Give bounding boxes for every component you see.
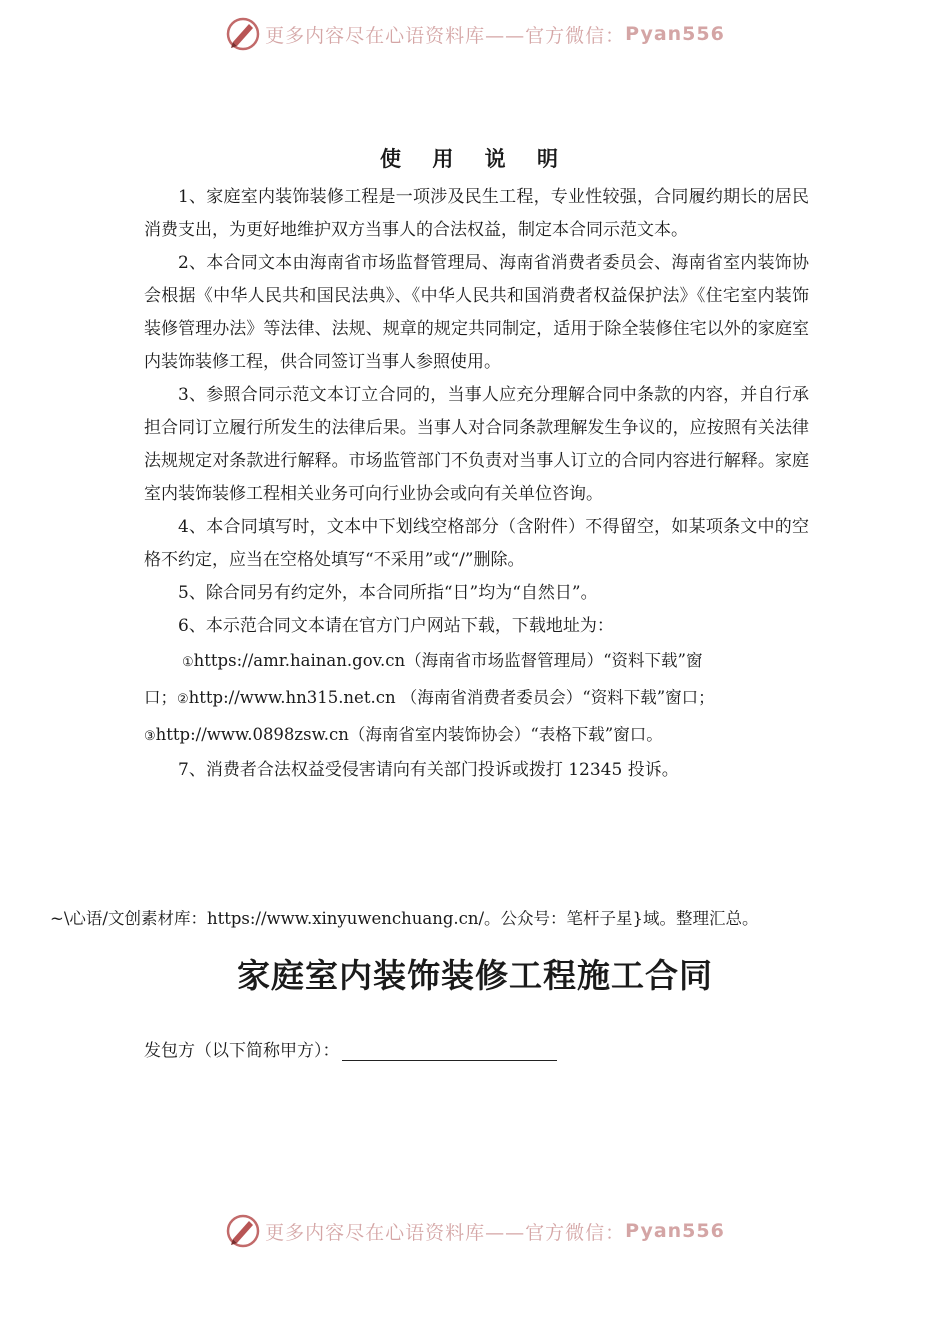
download-link-hn315-text[interactable]: http://www.hn315.net.cn （海南省消费者委员会）“资料下载”窗口； [188,688,715,707]
party-a-label: 发包方（以下简称甲方）： [144,1041,340,1061]
instruction-item: 5、除合同另有约定外，本合同所指“日”均为“自然日”。 [178,583,598,603]
banner-wechat-id: Pyan556 [625,23,725,45]
download-link-amr-text[interactable]: https://amr.hainan.gov.cn（海南省市场监督管理局）“资料下载”窗 [193,651,703,670]
footer-banner [0,1211,950,1251]
download-link-hn315 [144,680,809,717]
banner-text: 更多内容尽在心语资料库——官方微信： [265,1221,626,1244]
instruction-item: 2、本合同文本由海南省市场监督管理局、海南省消费者委员会、海南省室内装饰协会根据《中华人民共和国民法典》、《中华人民共和国消费者权益保护法》《住宅室内装饰装修管理办法》等法律、法规、规章的规定共同制定，适用于除全装修住宅以外的家庭室内装饰装修工程，供合同签订当事人参照使用。 [144,253,809,372]
circled-number-1: ① [182,655,194,670]
pen-logo-icon [225,16,261,52]
instruction-item: 1、家庭室内装饰装修工程是一项涉及民生工程，专业性较强，合同履约期长的居民消费支出，为更好地维护双方当事人的合法权益，制定本合同示范文本。 [144,187,809,240]
download-link-prefix: 口； [144,688,177,707]
instruction-item: 4、本合同填写时，文本中下划线空格部分（含附件）不得留空，如某项条文中的空格不约定，应当在空格处填写“不采用”或“/”删除。 [144,517,809,570]
circled-number-2: ② [177,692,189,707]
instruction-item: 7、消费者合法权益受侵害请向有关部门投诉或拨打 12345 投诉。 [178,760,679,780]
download-links [144,643,809,754]
download-link-zsw [144,717,809,754]
contract-title: 家庭室内装饰装修工程施工合同 [237,956,713,995]
instructions-body [144,181,809,787]
instruction-item: 3、参照合同示范文本订立合同的，当事人应充分理解合同中条款的内容，并自行承担合同订立履行所发生的法律后果。当事人对合同条款理解发生争议的，应按照有关法律法规规定对条款进行解释。市场监管部门不负责对当事人订立的合同内容进行解释。家庭室内装饰装修工程相关业务可向行业协会或向有关单位咨询。 [144,385,809,504]
party-a-blank-field[interactable] [342,1040,557,1061]
instruction-item: 6、本示范合同文本请在官方门户网站下载，下载地址为： [178,616,614,636]
banner-wechat-id: Pyan556 [625,1220,725,1242]
banner-text: 更多内容尽在心语资料库——官方微信： [265,24,626,47]
source-note: ~\心语/文创素材库：https://www.xinyuwenchuang.cn/。公众号：笔杆子星}域。整理汇总。 [50,909,759,928]
pen-logo-icon [225,1213,261,1249]
instructions-title: 使 用 说 明 [380,147,570,171]
download-link-zsw-text[interactable]: http://www.0898zsw.cn（海南省室内装饰协会）“表格下载”窗口。 [155,725,663,744]
circled-number-3: ③ [144,729,156,744]
party-a-line [144,1036,557,1061]
header-banner [0,14,950,54]
download-link-amr [182,643,809,680]
